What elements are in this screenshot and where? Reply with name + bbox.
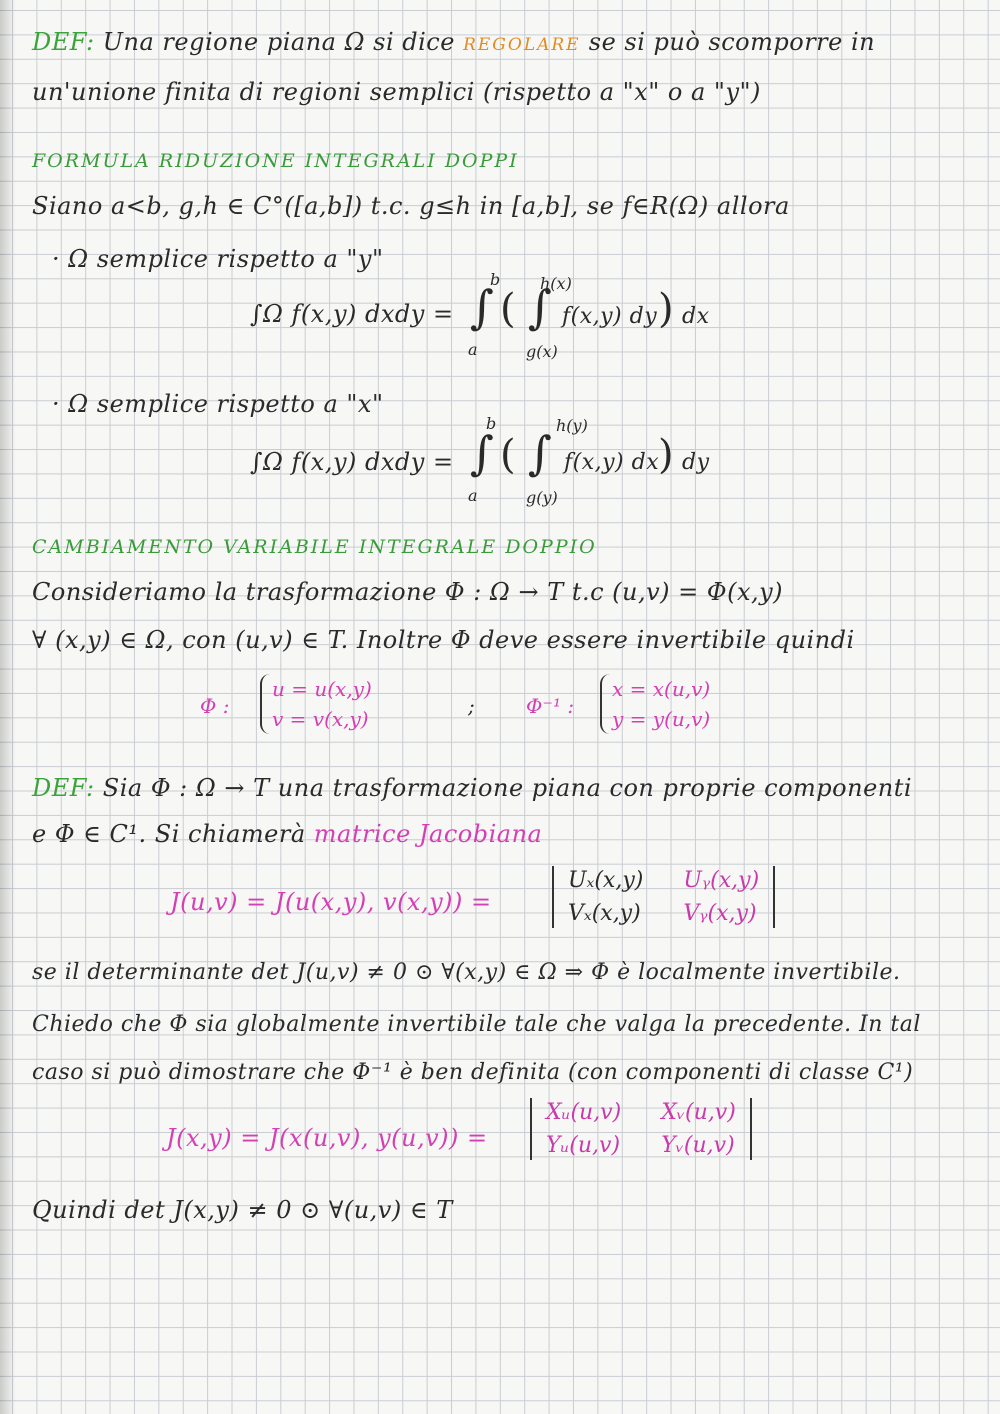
def1-label: DEF: [32, 28, 95, 56]
formula-y-integrand: f(x,y) dy [562, 304, 658, 329]
formula-x-integrand: f(x,y) dx [564, 450, 660, 475]
def1-line1 [32, 28, 875, 56]
page-edge-shadow [0, 0, 16, 1414]
section1-title: FORMULA RIDUZIONE INTEGRALI DOPPI [32, 150, 519, 172]
def1-line2: un'unione finita di regioni semplici (rispetto a "x" o a "y") [32, 78, 761, 106]
def1-text-a: Una regione piana Ω si dice [102, 28, 455, 56]
y-equation: y = y(u,v) [612, 707, 711, 731]
matrix1-cell-ux: Uₓ(x,y) [568, 868, 644, 893]
formula-y-outer-integral: ∫ [470, 280, 494, 334]
formula-y-inner-integral: ∫ [528, 280, 552, 334]
matrix2-cell-xv: Xᵥ(u,v) [661, 1100, 736, 1125]
jacobian-keyword: matrice Jacobiana [313, 820, 543, 848]
def2-label: DEF: [32, 774, 95, 802]
formula-x-tail: dy [682, 450, 710, 475]
phi-inverse-system [600, 674, 710, 734]
matrix1-cell-vx: Vₓ(x,y) [568, 901, 641, 926]
x-equation: x = x(u,v) [612, 677, 711, 701]
case-y-label: · Ω semplice rispetto a "y" [52, 245, 384, 273]
def2-line1-text: Sia Φ : Ω → T una trasformazione piana con proprie componenti [102, 774, 913, 802]
u-equation: u = u(x,y) [272, 677, 372, 701]
v-equation: v = v(x,y) [272, 707, 369, 731]
formula-x-inner-integral: ∫ [528, 426, 552, 480]
formula-y-outer-upper: b [490, 270, 501, 289]
formula-x [250, 412, 730, 512]
def2-line5: caso si può dimostrare che Φ⁻¹ è ben definita (con componenti di classe C¹) [32, 1060, 914, 1085]
def1-text-b: se si può scomporre in [588, 28, 876, 56]
conclusion: Quindi det J(x,y) ≠ 0 ⊙ ∀(u,v) ∈ T [32, 1196, 453, 1224]
formula-x-inner-upper: h(y) [556, 416, 588, 435]
matrix2-cell-xu: Xᵤ(u,v) [546, 1100, 622, 1125]
jacobian-matrix-1 [552, 866, 775, 928]
matrix2-cell-yu: Yᵤ(u,v) [546, 1133, 621, 1158]
formula-x-outer-integral: ∫ [470, 426, 494, 480]
section2-line2: ∀ (x,y) ∈ Ω, con (u,v) ∈ T. Inoltre Φ deve essere invertibile quindi [32, 626, 855, 654]
formula-y-inner-lower: g(x) [526, 342, 558, 361]
def2-line4: Chiedo che Φ sia globalmente invertibile tale che valga la precedente. In tal [32, 1012, 921, 1037]
section2-title: CAMBIAMENTO VARIABILE INTEGRALE DOPPIO [32, 536, 597, 558]
jacobian1-lhs: J(u,v) = J(u(x,y), v(x,y)) = [170, 888, 492, 916]
transformation-systems [200, 672, 760, 752]
formula-y-outer-lower: a [468, 340, 478, 359]
section1-intro: Siano a<b, g,h ∈ C°([a,b]) t.c. g≤h in [a,b], se f∈R(Ω) allora [32, 192, 790, 220]
def2-line1 [32, 774, 912, 802]
def2-line2-text: e Φ ∈ C¹. Si chiamerà [32, 820, 306, 848]
formula-y [250, 270, 730, 370]
phi-inverse-label: Φ⁻¹ : [526, 694, 575, 718]
phi-system [260, 674, 372, 734]
formula-y-tail: dx [682, 304, 710, 329]
formula-y-inner-upper: h(x) [540, 274, 572, 293]
formula-x-inner-lower: g(y) [526, 488, 558, 507]
matrix1-cell-vy: Vᵧ(x,y) [683, 901, 757, 926]
formula-x-lhs: ∫Ω f(x,y) dxdy = [250, 448, 454, 476]
matrix1-cell-uy: Uᵧ(x,y) [683, 868, 760, 893]
case-x-label: · Ω semplice rispetto a "x" [52, 390, 384, 418]
formula-x-paren-open: ( [500, 432, 516, 478]
def1-keyword: REGOLARE [463, 35, 581, 55]
def2-line2 [32, 820, 542, 848]
system-separator: ; [468, 694, 475, 718]
jacobian2-lhs: J(x,y) = J(x(u,v), y(u,v)) = [166, 1124, 488, 1152]
formula-y-paren-close: ) [658, 286, 674, 332]
section2-line1: Consideriamo la trasformazione Φ : Ω → T t.c (u,v) = Φ(x,y) [32, 578, 784, 606]
jacobian-matrix-2 [530, 1098, 752, 1160]
phi-label: Φ : [200, 694, 230, 718]
matrix2-cell-yv: Yᵥ(u,v) [661, 1133, 735, 1158]
formula-x-outer-lower: a [468, 486, 478, 505]
formula-x-outer-upper: b [486, 414, 497, 433]
def2-line3: se il determinante det J(u,v) ≠ 0 ⊙ ∀(x,y) ∈ Ω ⇒ Φ è localmente invertibile. [32, 960, 901, 985]
formula-y-paren-open: ( [500, 286, 516, 332]
formula-x-paren-close: ) [658, 432, 674, 478]
formula-y-lhs: ∫Ω f(x,y) dxdy = [250, 300, 454, 328]
